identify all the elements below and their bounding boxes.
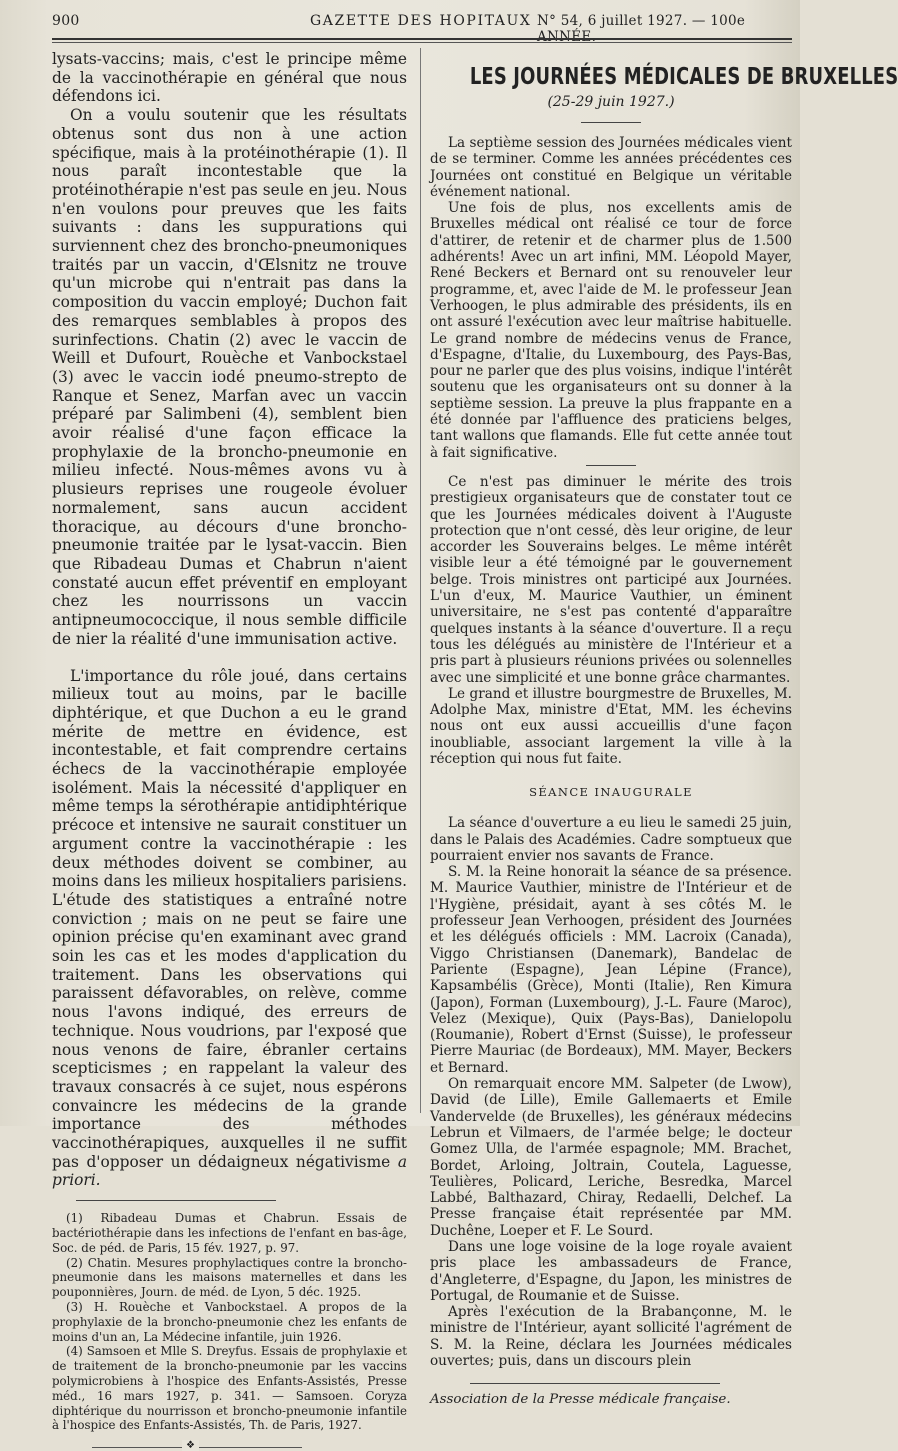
footnote-rule (76, 1200, 276, 1201)
paragraph-text: L'importance du rôle joué, dans certains milieux tout au moins, par le bacille diphtérique, et que Duchon a eu le grand mérite de mettre en évidence, est incontestable, et fait comprendre certains échecs de la vaccinothérapie employée isolément. Mais la nécessité d'appliquer en même temps la sérothérapie antidiphtérique précoce et intensive ne saurait constituer un argument contre la vaccinothérapie : les deux méthodes doivent se combiner, au moins dans les milieux hospitaliers parisiens. L'étude des statistiques a entraîné notre conviction ; mais on ne peut se faire une opinion précise qu'en examinant avec grand soin les cas et les modes d'application du traitement. Dans les observations qui paraissent défavorables, on relève, comme nous l'avons indiqué, des erreurs de technique. Nous voudrions, par l'exposé que nous venons de faire, ébranler certains scepticismes ; en rappelant la valeur des travaux consacrés à ce sujet, nous espérons convaincre les médecins de la grande importance des méthodes vaccinothérapiques, auxquelles il ne suffit pas d'opposer un dédaigneux négativisme (52, 666, 407, 1171)
signature: Association de la Presse médicale française. (430, 1392, 731, 1408)
paragraph: Après l'exécution de la Brabançonne, M. le ministre de l'Intérieur, ayant sollicité l'agrément de S. M. la Reine, déclara les Journées médicales ouvertes; puis, dans un discours plein (430, 1304, 792, 1370)
end-ornament (92, 1440, 302, 1451)
footnote: (1) Ribadeau Dumas et Chabrun. Essais de bactériothérapie dans les infections de l'enfant en bas-âge, Soc. de péd. de Paris, 15 fév. 1927, p. 97. (52, 1211, 407, 1255)
header-rule-thin (52, 42, 792, 43)
paragraph: La séance d'ouverture a eu lieu le samedi 25 juin, dans le Palais des Académies. Cadre somptueux que pourraient envier nos savants de France. (430, 815, 792, 864)
separator-rule (586, 465, 636, 466)
footnote: (3) H. Rouèche et Vanbockstael. A propos de la prophylaxie de la broncho-pneumonie chez les enfants de moins d'un an, La Médecine infantile, juin 1926. (52, 1299, 407, 1344)
article-title: LES JOURNÉES MÉDICALES DE BRUXELLES (469, 64, 898, 90)
footnote: (2) Chatin. Mesures prophylactiques contre la broncho-pneumonie dans les maisons maternelles et dans les pouponnières, Journ. de méd. de Lyon, 5 déc. 1925. (52, 1255, 407, 1300)
column-separator (420, 48, 421, 1113)
paragraph: On remarquait encore MM. Salpeter (de Lwow), David (de Lille), Emile Gallemaerts et Emile Vandervelde (de Bruxelles), les généraux médecins Lebrun et Vilmaers, de l'armée belge; le docteur Gomez Ulla, de l'armée espagnole; MM. Brachet, Bordet, Arloing, Joltrain, Coutela, Laguesse, Teulières, Policard, Leriche, Besredka, Marcel Labbé, Balthazard, Chiray, Redaelli, Delchef. La Presse française était représentée par MM. Duchêne, Loeper et F. Le Sourd. (430, 1076, 792, 1239)
paragraph: On a voulu soutenir que les résultats obtenus sont dus non à une action spécifique, mais à la protéinothérapie (1). Il nous paraît incontestable que la protéinothérapie n'est pas seule en jeu. Nous n'en voulons pour preuves que les faits suivants : dans les suppurations qui surviennent chez des broncho-pneumoniques traités par un vaccin, d'Œlsnitz ne trouve qu'un microbe qui n'entrait pas dans la composition du vaccin employé; Duchon fait des remarques semblables à propos des surinfections. Chatin (2) avec le vaccin de Weill et Dufourt, Rouèche et Vanbockstael (3) avec le vaccin iodé pneumo-strepto de Ranque et Senez, Marfan avec un vaccin préparé par Salimbeni (4), semblent bien avoir réalisé d'une façon efficace la prophylaxie de la broncho-pneumonie en milieu infecté. Nous-mêmes avons vu à plusieurs reprises une rougeole évoluer normalement, sans aucun accident thoracique, au décours d'une broncho-pneumonie traitée par le lysat-vaccin. Bien que Ribadeau Dumas et Chabrun n'aient constaté aucun effet préventif en employant chez les nourrissons un vaccin antipneumococcique, il nous semble difficile de nier la réalité d'une immunisation active. (52, 106, 407, 648)
footnote: (4) Samsoen et Mlle S. Dreyfus. Essais de prophylaxie et de traitement de la broncho-pneumonie par les vaccins polymicrobiens à l'hospice des Enfants-Assistés, Presse méd., 16 mars 1927, p. 341. — Samsoen. Coryza diphtérique du nourrisson et broncho-pneumonie infantile à l'hospice des Enfants-Assistés, Th. de Paris, 1927. (52, 1344, 407, 1433)
page-header (52, 10, 792, 45)
paragraph: Dans une loge voisine de la loge royale avaient pris place les ambassadeurs de France, d'Angleterre, d'Espagne, du Japon, les ministres de Portugal, de Roumanie et de Suisse. (430, 1239, 792, 1304)
paragraph-gap (52, 649, 407, 667)
section-heading: SÉANCE INAUGURALE (529, 785, 693, 800)
paragraph: Le grand et illustre bourgmestre de Bruxelles, M. Adolphe Max, ministre d'Etat, MM. les échevins nous ont eux aussi accueillis d'une façon inoubliable, associant largement la ville à la réception qui nous fut faite. (430, 685, 792, 767)
italic-phrase: a priori. (52, 1152, 407, 1190)
ornament-glyph: ❖ (182, 1440, 199, 1451)
paragraph: Une fois de plus, nos excellents amis de Bruxelles médical ont réalisé ce tour de force d'attirer, de retenir et de charmer plus de 1.500 adhérents! Avec un art infini, MM. Léopold Mayer, René Beckers et Bernard ont su renouveler leur programme, et, avec l'aide de M. le professeur Jean Verhoogen, le plus admirable des présidents, ils en ont assuré l'exécution avec leur maîtrise habituelle. Le grand nombre de médecins venus de France, d'Espagne, d'Italie, du Luxembourg, des Pays-Bas, pour ne parler que des plus voisins, indique l'intérêt soutenu que les organisateurs ont su donner à la septième session. La preuve la plus frappante en a été donnée par l'affluence des praticiens belges, tant wallons que flamands. Elle fut cette année tout à fait significative. (430, 200, 792, 461)
article-dates: (25-29 juin 1927.) (547, 94, 675, 110)
left-column (52, 50, 407, 1451)
journal-title: GAZETTE DES HOPITAUX (310, 13, 532, 29)
issue-info: N° 54, 6 juillet 1927. — 100e ANNÉE. (537, 13, 746, 45)
right-column (430, 58, 898, 1408)
header-rule (52, 38, 792, 40)
title-rule (581, 122, 641, 123)
paragraph: S. M. la Reine honorait la séance de sa présence. M. Maurice Vauthier, ministre de l'Intérieur et de l'Hygiène, présidait, ayant à ses côtés M. le professeur Jean Verhoogen, président des Journées et les délégués officiels : MM. Lacroix (Canada), Viggo Christiansen (Danemark), Bandelac de Pariente (Espagne), Jean Lépine (France), Kapsambélis (Grèce), Monti (Italie), Ren Kimura (Japon), Forman (Luxembourg), J.-L. Faure (Maroc), Velez (Mexique), Quix (Pays-Bas), Danielopolu (Roumanie), Robert d'Ernst (Suisse), le professeur Pierre Mauriac (de Bordeaux), MM. Mayer, Beckers et Bernard. (430, 864, 792, 1076)
paragraph (52, 667, 407, 1191)
signature-rule (470, 1383, 720, 1384)
page-number: 900 (52, 13, 80, 29)
paragraph: Ce n'est pas diminuer le mérite des trois prestigieux organisateurs que de constater tout ce que les Journées médicales doivent à l'Auguste protection que n'ont cessé, dès leur origine, de leur accorder les Souverains belges. Le même intérêt visible leur a été témoigné par le gouvernement belge. Trois ministres ont participé aux Journées. L'un d'eux, M. Maurice Vauthier, un éminent universitaire, ne s'est pas contenté d'apparaître quelques instants à la séance d'ouverture. Il a reçu tous les délégués au ministère de l'Intérieur et a pris part à plusieurs réunions privées ou solennelles avec une simplicité et une bonne grâce charmantes. (430, 473, 792, 686)
paragraph: lysats-vaccins; mais, c'est le principe même de la vaccinothérapie en général que nous défendons ici. (52, 50, 407, 106)
paragraph: La septième session des Journées médicales vient de se terminer. Comme les années précédentes ces Journées ont constitué en Belgique un véritable événement national. (430, 135, 792, 200)
